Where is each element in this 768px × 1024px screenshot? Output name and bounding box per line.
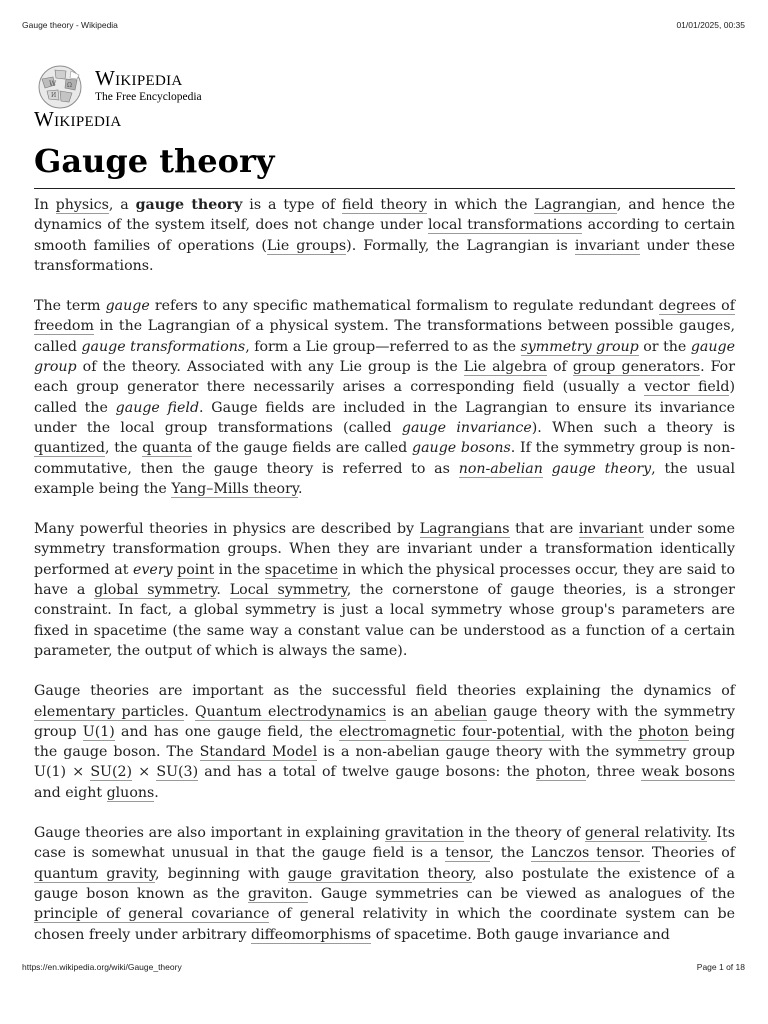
text-run: ) called the <box>34 379 735 416</box>
text-run: . Gauge fields are included in the Lagrangian to ensure its invariance under the local group transformations (called <box>34 399 735 436</box>
text-run: in which the physical processes occur, they are said to have a <box>34 561 735 599</box>
article-link[interactable]: Lagrangians <box>419 521 510 538</box>
wikipedia-tagline: The Free Encyclopedia <box>95 91 202 103</box>
article-link[interactable]: local transformations <box>427 217 583 234</box>
text-run: of the theory. Associated with any Lie group is the <box>76 359 464 376</box>
text-run: , the cornerstone of gauge theories, is a stronger constraint. In fact, a global symmetry is just a local symmetry whose group's parameters are fixed in spacetime (the same way a constant value can be understood as a function of a certain parameter, the output of which is always the same). <box>34 582 735 659</box>
italic-term: gauge <box>105 298 150 315</box>
text-run: Gauge theories are important as the successful field theories explaining the dynamics of <box>34 683 735 700</box>
italic-term: gauge group <box>34 338 735 376</box>
text-run: being the gauge boson. The <box>34 723 736 761</box>
text-run: , and hence the dynamics of the system itself, does not change under <box>34 197 735 234</box>
article-link[interactable]: diffeomorphisms <box>251 926 372 943</box>
text-run: , form a Lie group—referred to as the <box>245 338 521 355</box>
wikipedia-wordmark-alt: Wikipedia <box>34 107 122 131</box>
article-link[interactable]: Yang–Mills theory <box>171 480 298 497</box>
text-run: , with the <box>560 723 639 740</box>
article-link[interactable]: invariant <box>574 237 640 254</box>
article-link[interactable]: group generators <box>572 359 701 376</box>
article-body <box>34 195 735 965</box>
article-link[interactable]: degrees of freedom <box>34 298 735 335</box>
text-run: , also postulate the existence of a gauge boson known as the <box>34 865 735 902</box>
text-run: . Gauge symmetries can be viewed as analogues of the <box>308 885 735 902</box>
wikipedia-globe-icon <box>33 64 87 110</box>
article-link[interactable]: elementary particles <box>34 703 185 720</box>
text-run: of the gauge fields are called <box>192 440 413 457</box>
article-link[interactable]: physics <box>55 197 109 213</box>
text-run: and eight <box>34 784 107 801</box>
title-rule <box>34 188 735 189</box>
text-run: ). Formally, the Lagrangian is <box>346 237 575 254</box>
browser-header-timestamp: 01/01/2025, 00:35 <box>676 20 745 30</box>
text-run: , beginning with <box>155 865 288 882</box>
text-run: In <box>34 197 56 213</box>
article-link[interactable]: Lie algebra <box>463 359 547 376</box>
text-run: that are <box>509 521 579 538</box>
text-run: , the <box>489 845 532 862</box>
text-run: or the <box>638 338 691 355</box>
text-run: The term <box>34 298 106 315</box>
page-title: Gauge theory <box>34 142 275 180</box>
text-run: Gauge theories are also important in explaining <box>34 825 385 842</box>
article-link[interactable]: Quantum electrodynamics <box>195 703 387 720</box>
text-run: is a non-abelian gauge theory with the symmetry group U(1) × <box>34 744 735 781</box>
text-run: in which the <box>427 197 535 213</box>
article-link[interactable]: quanta <box>142 440 193 457</box>
article-link[interactable]: Lagrangian <box>534 197 617 213</box>
text-run: . For each group generator there necessarily arises a corresponding field (usually a <box>34 359 735 396</box>
article-link[interactable]: SU(2) <box>90 764 133 781</box>
paragraph <box>34 296 735 499</box>
text-run: and has a total of twelve gauge bosons: the <box>198 764 536 781</box>
text-run: in the <box>214 561 265 578</box>
article-link[interactable]: spacetime <box>264 561 338 578</box>
article-link[interactable]: electromagnetic four-potential <box>338 723 561 740</box>
text-run: , a <box>108 197 136 213</box>
article-link[interactable]: graviton <box>247 885 309 902</box>
svg-text:W: W <box>49 80 57 88</box>
article-link[interactable]: quantized <box>34 440 106 457</box>
article-link[interactable]: weak bosons <box>641 764 735 781</box>
wikipedia-logo[interactable] <box>33 64 293 112</box>
text-run: of general relativity in which the coordinate system can be chosen freely under arbitrary <box>34 906 735 943</box>
browser-footer-page: Page 1 of 18 <box>696 962 745 972</box>
article-link[interactable]: symmetry group <box>520 338 639 355</box>
text-run: , three <box>586 764 642 781</box>
article-link[interactable]: photon <box>535 764 587 781</box>
svg-text:Ω: Ω <box>67 82 72 89</box>
bold-term: gauge theory <box>135 197 243 213</box>
text-run: under these transformations. <box>34 237 736 274</box>
italic-term: gauge bosons <box>412 440 511 457</box>
article-link[interactable]: principle of general covariance <box>34 906 270 923</box>
text-run <box>543 461 552 477</box>
article-link[interactable]: global symmetry <box>94 582 217 599</box>
article-link[interactable]: quantum gravity <box>34 865 156 882</box>
article-link[interactable]: general relativity <box>584 825 708 842</box>
text-run: . <box>184 703 196 720</box>
text-run: . If the symmetry group is non-commutative, then the gauge theory is referred to as <box>34 440 736 477</box>
article-link[interactable]: SU(3) <box>156 764 199 781</box>
text-run: Many powerful theories in physics are described by <box>34 521 420 538</box>
text-run: of <box>546 359 573 376</box>
article-link[interactable]: tensor <box>445 845 490 862</box>
browser-header-title: Gauge theory - Wikipedia <box>22 20 118 30</box>
paragraph <box>34 823 735 945</box>
italic-term: gauge transformations <box>81 338 246 355</box>
text-run: ). When such a theory is <box>531 419 736 436</box>
paragraph <box>34 681 735 803</box>
text-run: refers to any specific mathematical formalism to regulate redundant <box>149 298 659 315</box>
article-link[interactable]: gluons <box>106 784 155 801</box>
text-run: . Theories of <box>640 845 736 862</box>
text-run: × <box>132 764 157 781</box>
article-link[interactable]: U(1) <box>82 723 115 740</box>
article-link[interactable]: gauge gravitation theory <box>287 865 473 882</box>
italic-term: gauge invariance <box>401 419 532 436</box>
italic-term: every <box>133 561 173 578</box>
browser-footer-url: https://en.wikipedia.org/wiki/Gauge_theory <box>22 962 182 972</box>
article-link[interactable]: Lie groups <box>266 237 347 254</box>
text-run: , the <box>105 440 143 457</box>
article-link[interactable]: invariant <box>578 521 644 538</box>
text-run: , the usual example being the <box>34 460 735 497</box>
article-link[interactable]: field theory <box>342 197 428 213</box>
text-run: is an <box>386 703 435 720</box>
text-run: is a type of <box>242 197 343 213</box>
article-link[interactable]: vector field <box>644 379 730 396</box>
paragraph <box>34 519 735 661</box>
article-link[interactable]: gravitation <box>384 825 464 842</box>
text-run: and has one gauge field, the <box>114 723 339 740</box>
text-run: of spacetime. Both gauge invariance and <box>371 926 670 943</box>
italic-term: gauge theory <box>551 460 652 477</box>
article-link[interactable]: abelian <box>434 703 488 720</box>
article-link[interactable]: non-abelian <box>458 460 543 477</box>
text-run: . <box>297 480 303 497</box>
text-run: in the theory of <box>463 825 585 842</box>
text-run: . <box>216 582 230 599</box>
text-run: gauge theory with the symmetry group <box>34 703 735 740</box>
paragraph <box>34 195 735 276</box>
italic-term: gauge field <box>115 399 200 416</box>
text-run: in the Lagrangian of a physical system. The transformations between possible gauges, called <box>34 318 735 355</box>
text-run: . <box>154 784 159 801</box>
wikipedia-wordmark: Wikipedia <box>95 66 183 90</box>
article-link[interactable]: Standard Model <box>199 744 318 761</box>
article-link[interactable]: Local symmetry <box>229 582 347 599</box>
article-link[interactable]: point <box>177 561 215 578</box>
article-link[interactable]: Lanczos tensor <box>531 845 641 862</box>
text-run: . Its case is somewhat unusual in that the gauge field is a <box>34 825 735 862</box>
svg-text:И: И <box>51 92 57 99</box>
text-run: according to certain smooth families of operations ( <box>34 217 736 254</box>
article-link[interactable]: photon <box>638 723 689 740</box>
text-run: under some symmetry transformation groups. When they are invariant under a transformation identically performed at <box>34 521 735 578</box>
